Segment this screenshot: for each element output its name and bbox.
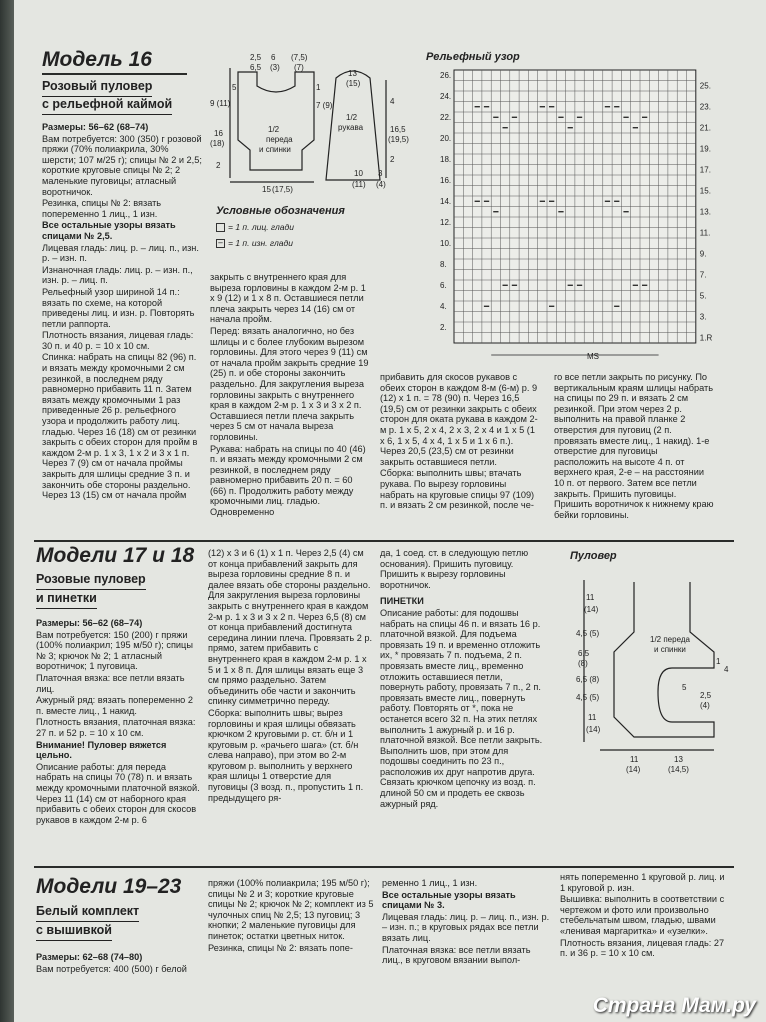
pdim-4: 6,5 xyxy=(578,649,590,658)
page-spine-shadow xyxy=(0,0,14,1022)
pdim-11: 4 xyxy=(724,665,729,674)
dim-sleeve-9: 3 xyxy=(378,169,383,178)
row-label-right: 5. xyxy=(699,291,707,301)
repeat-label: MS xyxy=(586,352,599,361)
pullover-label-2: и спинки xyxy=(654,645,686,654)
pullover-label-1: 1/2 переда xyxy=(650,635,690,644)
pdim-2: (14) xyxy=(584,605,599,614)
front-label-2: переда xyxy=(266,135,293,144)
pdim-7: 4,5 (5) xyxy=(576,693,600,702)
dim-bottom-2: (17,5) xyxy=(272,185,293,194)
dim-sleeve-2: (15) xyxy=(346,79,361,88)
dim-sleeve-6: 2 xyxy=(390,155,395,164)
dim-mid-2: 7 (9) xyxy=(316,101,333,110)
dim-left-5: 2 xyxy=(216,161,221,170)
pdim-18: (14,5) xyxy=(668,765,689,774)
section-divider-1 xyxy=(34,540,734,542)
pattern-title: Рельефный узор xyxy=(426,51,520,63)
front-label-3: и спинки xyxy=(259,145,291,154)
legend-knit: = 1 п. лиц. глади xyxy=(216,222,294,232)
row-label-left: 12. xyxy=(440,218,452,227)
model-19-column-2: пряжи (100% полиакрила; 195 м/50 г); спицы № 2 и 3; короткие круговые спицы № 2; крючок № 2; комплект из 5 чулочных спиц № 2,5; 13 пуговиц; 3 кнопки; 2 маленькие пуговицы для пинеток; остатки цветных ниток. Резинка, спицы № 2: вязать попе- xyxy=(208,878,374,953)
pdim-8: 11 xyxy=(588,713,597,722)
pdim-17: 13 xyxy=(674,755,683,764)
pdim-10: 1 xyxy=(716,657,721,666)
row-label-left: 10. xyxy=(440,239,452,248)
front-label-1: 1/2 xyxy=(268,125,280,134)
row-label-right: 11. xyxy=(699,228,711,238)
dim-top-4: 6,5 xyxy=(250,63,262,72)
row-label-right: 23. xyxy=(699,102,711,112)
row-label-right: 1.R xyxy=(699,333,713,343)
model-17-column-1: Размеры: 56–62 (68–74) Вам потребуется: 150 (200) г пряжи (100% полиакрил; 195 м/50 г); спицы № 3; крючок № 2; 1 атласный воротничок; 1 пуговица. Платочная вязка: все петли вязать лиц. Ажурный ряд: вязать попеременно 2 п. вместе лиц., 1 накид. Плотность вязания, платочная вязка: 27 п. и 52 р. = 10 х 10 см. Внимание! Пуловер вяжется цельно. Описание работы: для переда набрать на спицы 70 (78) п. и вязать между кромочными платочной вязкой. Через 11 (14) см от наборного края прибавить с обеих сторон для скосов рукавов в каждом 2-м р. 6 xyxy=(36,618,200,825)
pdim-3: 4,5 (5) xyxy=(576,629,600,638)
pullover-schematic xyxy=(554,572,754,782)
model-17-18-title: Модели 17 и 18 xyxy=(36,544,195,567)
model-16-schematic xyxy=(210,50,415,195)
pullover-title: Пуловер xyxy=(570,550,617,562)
dim-bottom-1: 15 xyxy=(262,185,271,194)
pdim-12: 5 xyxy=(682,683,687,692)
model-16-title: Модель 16 xyxy=(42,48,152,71)
row-label-right: 3. xyxy=(699,312,707,322)
sleeve-label-1: 1/2 xyxy=(346,113,358,122)
row-label-right: 15. xyxy=(699,186,711,196)
dim-left-1: 5 xyxy=(232,83,237,92)
dim-sleeve-4: 16,5 xyxy=(390,125,406,134)
model-17-column-3: да, 1 соед. ст. в следующую петлю основания). Пришить пуговицу. Пришить к вырезу горловины воротничок. ПИНЕТКИ Описание работы: для подошвы набрать на спицы 46 п. и вязать 16 р. платочной вязкой. Для подъема провязать 19 п. и временно отложить их, * провязать 7 п. подъема, 2 п. провязать вместе лиц., временно отложить оставшиеся петли, повернуть работу, провязать 7 п., 2 п. провязать вместе лиц., повернуть работу. Повторять от *, пока не останется всего 32 п. На этих петлях выполнить 1 ажурный р. и 16 р. платочной вязкой. Все петли закрыть. Выполнить шов, при этом для подошвы соединить по 23 п., расположив их друг напротив друга. Связать крючком цепочку из возд. п. длиной 50 см и продеть ее сквозь ажурный ряд. xyxy=(380,548,543,809)
row-label-left: 20. xyxy=(440,134,452,143)
row-label-left: 6. xyxy=(440,281,447,290)
model-17-subtitle-1: Розовые пуловер xyxy=(36,571,146,590)
sleeve-label-2: рукава xyxy=(338,123,364,132)
model-19-column-1: Размеры: 62–68 (74–80) Вам потребуется: 400 (500) г белой xyxy=(36,952,187,974)
model-19-subtitle-2: с вышивкой xyxy=(36,922,112,941)
pdim-13: 2,5 xyxy=(700,691,712,700)
row-label-left: 14. xyxy=(440,197,452,206)
dim-sleeve-10: (4) xyxy=(376,180,386,189)
dim-top-5: (3) xyxy=(270,63,280,72)
row-label-right: 21. xyxy=(699,123,711,133)
model-16-column-3: прибавить для скосов рукавов с обеих сторон в каждом 8-м (6-м) р. 9 (12) х 1 п. = 78 (90) п. Через 16,5 (19,5) см от резинки закрыть с обеих сторон для оката рукава в каждом 2-м р. 1 х 5, 2 х 4, 2 х 3, 2 х 4 и 1 х 5 (1 х 6, 1 х 5, 4 х 4, 1 х 5 и 1 х 6 п.). Через 20,5 (23,5) см от резинки закрыть оставшиеся петли. Сборка: выполнить швы; втачать рукава. По вырезу горловины набрать на круговые спицы 97 (109) п. и вязать 2 см резинкой, после че- xyxy=(380,372,538,511)
legend-title: Условные обозначения xyxy=(216,205,345,217)
dim-top-6: (7) xyxy=(294,63,304,72)
relief-pattern-chart xyxy=(424,66,724,366)
row-label-left: 2. xyxy=(440,323,447,332)
dim-top-1: 2,5 xyxy=(250,53,262,62)
model-16-column-4: го все петли закрыть по рисунку. По вертикальным краям шлицы набрать на спицы по 29 п. и вязать 2 см резинкой. При этом через 2 р. выполнить на правой планке 2 отверстия для пуговиц (2 п. провязать вместе лиц., 1 накид). 1-е отверстие для пуговицы расположить на высоте 4 п. от верхнего края, 2-е – на расстоянии 10 п. от первого. Затем все петли закрыть. Пришить пуговицы. Пришить воротничок к нижнему краю бейки горловины. xyxy=(554,372,714,520)
row-label-left: 18. xyxy=(440,155,452,164)
pdim-16: (14) xyxy=(626,765,641,774)
pdim-15: 11 xyxy=(630,755,639,764)
dim-sleeve-1: 13 xyxy=(348,69,357,78)
dim-top-3: (7,5) xyxy=(291,53,308,62)
row-label-right: 17. xyxy=(699,165,711,175)
model-19-subtitle-1: Белый комплект xyxy=(36,903,139,922)
row-label-left: 16. xyxy=(440,176,452,185)
pdim-5: (8) xyxy=(578,659,588,668)
row-label-right: 9. xyxy=(699,249,707,259)
row-label-left: 8. xyxy=(440,260,447,269)
model-16-column-2: закрыть с внутреннего края для выреза горловины в каждом 2-м р. 1 х 9 (12) и 1 х 8 п. Оставшиеся петли плеча закрыть через 14 (16) см от начала пройм. Перед: вязать аналогично, но без шлицы и с более глубоким вырезом горловины. Для этого через 9 (11) см от начала пройм закрыть средние 19 (25) п. и обе стороны закончить раздельно. Для закругления выреза горловины закрыть с внутреннего края в каждом 2-м р. 1 х 3 и 3 х 2 п. Оставшиеся петли плеча закрыть через 5 см от начала выреза горловины. Рукава: набрать на спицы по 40 (46) п. и вязать между кромочными 2 см резинкой, в последнем ряду равномерно прибавить 20 п. = 60 (66) п. Продолжить работу между кромочными лиц. гладью. Одновременно xyxy=(210,272,369,518)
model-16-subtitle-2: с рельефной каймой xyxy=(42,96,172,115)
dim-left-2: 9 (11) xyxy=(210,99,231,108)
row-label-right: 25. xyxy=(699,81,711,91)
row-label-left: 26. xyxy=(440,71,452,80)
pdim-6: 6,5 (8) xyxy=(576,675,600,684)
row-label-right: 7. xyxy=(699,270,707,280)
row-label-right: 13. xyxy=(699,207,711,217)
dim-sleeve-7: 10 xyxy=(354,169,363,178)
pdim-14: (4) xyxy=(700,701,710,710)
dim-mid-1: 1 xyxy=(316,83,321,92)
model-19-23-title: Модели 19–23 xyxy=(36,875,182,898)
row-label-right: 19. xyxy=(699,144,711,154)
pdim-1: 11 xyxy=(586,593,595,602)
dim-top-2: 6 xyxy=(271,53,276,62)
dim-sleeve-8: (11) xyxy=(352,180,366,189)
model-19-column-4: нять попеременно 1 круговой р. лиц. и 1 круговой р. изн. Вышивка: выполнить в соответствии с чертежом и фото или произвольно стебельчатым швом, гладью, швами «ленивая маргаритка» и «узелки». Плотность вязания, лицевая гладь: 27 п. и 36 р. = 10 х 10 см. xyxy=(560,872,725,959)
row-label-left: 4. xyxy=(440,302,447,311)
pdim-9: (14) xyxy=(586,725,601,734)
model-19-column-3: ременно 1 лиц., 1 изн. Все остальные узоры вязать спицами № 3. Лицевая гладь: лиц. р. – лиц. п., изн. р. – изн. п.; в круговых рядах все петли вязать лиц. Платочная вязка: все петли вязать лиц., в круговом вязании выпол- xyxy=(382,878,550,966)
dim-sleeve-3: 4 xyxy=(390,97,395,106)
magazine-page xyxy=(14,0,766,1022)
model-16-subtitle-1: Розовый пуловер xyxy=(42,78,152,97)
model-17-column-2: (12) х 3 и 6 (1) х 1 п. Через 2,5 (4) см от конца прибавлений закрыть для выреза горловины средние 8 п. и далее вязать обе стороны раздельно. Для закругления выреза горловины закрыть с внутреннего края в каждом 2-м р. 1 х 3 и 3 х 2 п. Через 6,5 (8) см от конца прибавлений достигнута середина линии плеча. Провязать 2 р. прямо, затем прибавить с внутреннего края в каждом 2-м р. 1 х 5 и 1 х 8 п. Для шлицы вязать еще 3 см прямо раздельно. Затем объединить обе части и закончить спинку симметрично переду. Сборка: выполнить швы; вырез горловины и края шлицы обвязать крючком 2 круговыми р. ст. б/н и 1 круговым р. «рачьего шага» (ст. б/н слева направо), при этом во 2-м круговом р. выполнить у верхнего края шлицы 1 отверстие для пуговицы (3 возд. п., пропустить 1 п. предыдущего ря- xyxy=(208,548,373,803)
dim-sleeve-5: (19,5) xyxy=(388,135,409,144)
row-label-left: 22. xyxy=(440,113,452,122)
dim-left-4: (18) xyxy=(210,139,225,148)
section-divider-2 xyxy=(34,866,734,868)
row-label-left: 24. xyxy=(440,92,452,101)
legend-purl: – = 1 п. изн. глади xyxy=(216,238,293,248)
dim-left-3: 16 xyxy=(214,129,223,138)
model-17-subtitle-2: и пинетки xyxy=(36,590,97,609)
watermark: Страна Мам.ру xyxy=(592,994,756,1017)
model-16-column-1: Размеры: 56–62 (68–74) Вам потребуется: 300 (350) г розовой пряжи (70% полиакрила, 30% шерсти; 107 м/25 г); спицы № 2 и 2,5; короткие круговые спицы № 2; 2 маленькие пуговицы; атласный воротничок. Резинка, спицы № 2: вязать попеременно 1 лиц., 1 изн. Все остальные узоры вязать спицами № 2,5. Лицевая гладь: лиц. р. – лиц. п., изн. р. – изн. п. Изнаночная гладь: лиц. р. – изн. п., изн. р. – лиц. п. Рельефный узор шириной 14 п.: вязать по схеме, на которой приведены лиц. и изн. р. Повторять петли раппорта. Плотность вязания, лицевая гладь: 30 п. и 40 р. = 10 х 10 см. Спинка: набрать на спицы 82 (96) п. и вязать между кромочными 2 см резинкой, в последнем ряду равномерно прибавить 11 п. Затем вязать между кромочными 1 раз приведенные 26 р. рельефного узора и продолжить работу лиц. гладью. Через 16 (18) см от резинки закрыть с обеих сторон для пройм в каждом 2-м р. 1 х 3, 1 х 2 и 3 х 1 п. Через 7 (9) см от начала проймы закрыть для шлицы средние 3 п. и закончить обе стороны раздельно. Через 13 (15) см от начала пройм xyxy=(42,122,202,501)
